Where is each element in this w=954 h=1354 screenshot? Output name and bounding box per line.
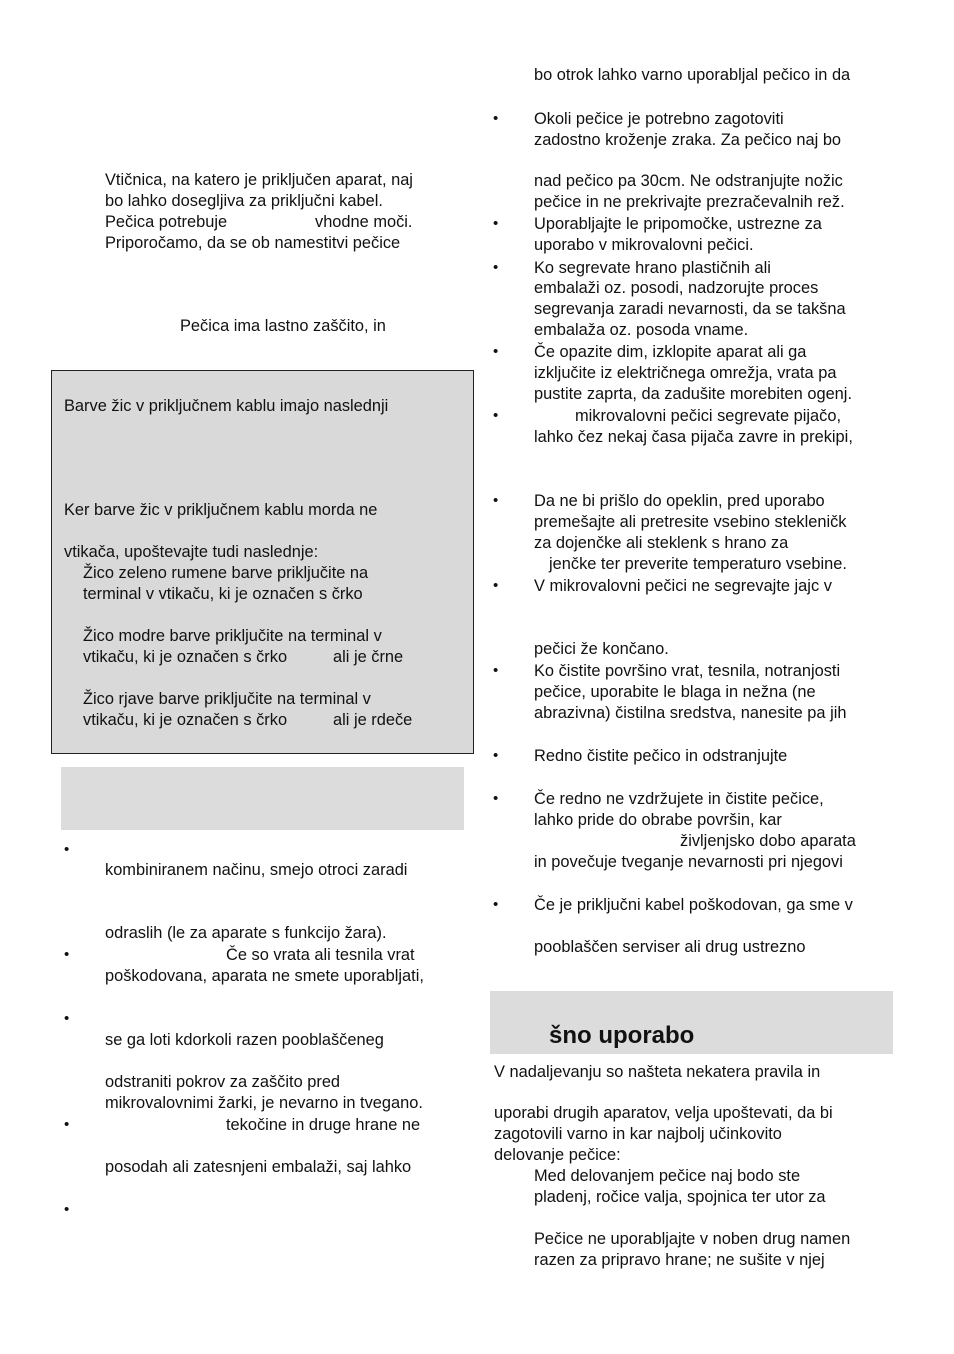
bullet: • (64, 946, 70, 963)
bullet: • (64, 1116, 70, 1133)
text-line: izključite iz električnega omrežja, vrata pa (534, 364, 837, 382)
bullet: • (493, 407, 499, 424)
box-text: Ker barve žic v priključnem kablu morda ne (64, 501, 378, 519)
text-line: Med delovanjem pečice naj bodo ste (534, 1167, 801, 1185)
text-line: jenčke ter preverite temperaturo vsebine. (549, 555, 847, 573)
text-line: lahko pride do obrabe površin, kar (534, 811, 782, 829)
text-line: uporabi drugih aparatov, velja upoštevati, da bi (494, 1104, 833, 1122)
text-line: Vtičnica, na katero je priključen aparat, naj (105, 171, 413, 189)
text-line: Ko čistite površino vrat, tesnila, notranjosti (534, 662, 841, 680)
section-heading: šno uporabo (549, 1022, 695, 1049)
bullet: • (493, 790, 499, 807)
text-line: Če redno ne vzdržujete in čistite pečice, (534, 790, 824, 808)
text-line: Redno čistite pečico in odstranjujte (534, 747, 788, 765)
text-line: pečice, uporabite le blaga in nežna (ne (534, 683, 816, 701)
text-line: mikrovalovni pečici segrevate pijačo, (575, 407, 842, 425)
text-line: se ga loti kdorkoli razen pooblaščeneg (105, 1031, 384, 1049)
text-line: Pečice ne uporabljajte v noben drug namen (534, 1230, 851, 1248)
text-line: tekočine in druge hrane ne (226, 1116, 421, 1134)
text-line: in povečuje tveganje nevarnosti pri njegovi (534, 853, 843, 871)
bullet: • (493, 577, 499, 594)
text-line: Okoli pečice je potrebno zagotoviti (534, 110, 784, 128)
bullet: • (493, 492, 499, 509)
text-line: bo lahko dosegljiva za priključni kabel. (105, 192, 383, 210)
text-line: Če je priključni kabel poškodovan, ga sme v (534, 896, 853, 914)
box-text: ali je rdeče (333, 711, 413, 729)
box-text: Žico zeleno rumene barve priključite na (83, 564, 369, 582)
bullet: • (493, 215, 499, 232)
text-line: lahko čez nekaj časa pijača zavre in prekipi, (534, 428, 853, 446)
bullet: • (493, 343, 499, 360)
text-line: kombiniranem načinu, smejo otroci zaradi (105, 861, 408, 879)
box-text: Barve žic v priključnem kablu imajo naslednji (64, 397, 389, 415)
box-text: vtikača, upoštevajte tudi naslednje: (64, 543, 319, 561)
box-text: Žico modre barve priključite na terminal v (83, 627, 382, 645)
bullet: • (493, 259, 499, 276)
text-line: V mikrovalovni pečici ne segrevajte jajc v (534, 577, 832, 595)
bullet: • (493, 110, 499, 127)
box-text: terminal v vtikaču, ki je označen s črko (83, 585, 363, 603)
text-line: zadostno kroženje zraka. Za pečico naj bo (534, 131, 842, 149)
text-line: abrazivna) čistilna sredstva, nanesite pa jih (534, 704, 847, 722)
text-line: segrevanja zaradi nevarnosti, da se takšna (534, 300, 846, 318)
bullet: • (64, 1201, 70, 1218)
text-line: za dojenčke ali steklenk s hrano za (534, 534, 789, 552)
text-line: razen za pripravo hrane; ne sušite v njej (534, 1251, 825, 1269)
text-line: poškodovana, aparata ne smete uporabljati, (105, 967, 424, 985)
text-line: uporabo v mikrovalovni pečici. (534, 236, 754, 254)
text-line: mikrovalovnimi žarki, je nevarno in tvegano. (105, 1094, 423, 1112)
text-line: Če so vrata ali tesnila vrat (226, 946, 415, 964)
box-text: ali je črne (333, 648, 404, 666)
text-line: Ko segrevate hrano plastičnih ali (534, 259, 771, 277)
text-line: pečice in ne prekrivajte prezračevalnih rež. (534, 193, 845, 211)
section-heading-band (61, 767, 464, 830)
text-line: pooblaščen serviser ali drug ustrezno (534, 938, 806, 956)
text-line: premešajte ali pretresite vsebino stekleničk (534, 513, 847, 531)
box-text: vtikaču, ki je označen s črko (83, 711, 288, 729)
text-line: V nadaljevanju so našteta nekatera pravila in (494, 1063, 821, 1081)
text-line: Uporabljajte le pripomočke, ustrezne za (534, 215, 822, 233)
text-line: vhodne moči. (315, 213, 413, 231)
bullet: • (64, 1010, 70, 1027)
text-line: Priporočamo, da se ob namestitvi pečice (105, 234, 401, 252)
text-line: posodah ali zatesnjeni embalaži, saj lahko (105, 1158, 412, 1176)
text-line: Pečica ima lastno zaščito, in (180, 317, 386, 335)
text-line: bo otrok lahko varno uporabljal pečico in da (534, 66, 851, 84)
text-line: nad pečico pa 30cm. Ne odstranjujte nožic (534, 172, 843, 190)
box-text: Žico rjave barve priključite na terminal v (83, 690, 371, 708)
text-line: odstraniti pokrov za zaščito pred (105, 1073, 341, 1091)
text-line: odraslih (le za aparate s funkcijo žara). (105, 924, 387, 942)
text-line: embalaža oz. posoda vname. (534, 321, 749, 339)
text-line: Pečica potrebuje (105, 213, 228, 231)
box-text: vtikaču, ki je označen s črko (83, 648, 288, 666)
text-line: življenjsko dobo aparata (680, 832, 856, 850)
text-line: pustite zaprta, da zadušite morebiten ogenj. (534, 385, 852, 403)
bullet: • (64, 841, 70, 858)
text-line: Da ne bi prišlo do opeklin, pred uporabo (534, 492, 825, 510)
text-line: pečici že končano. (534, 640, 669, 658)
text-line: embalaži oz. posodi, nadzorujte proces (534, 279, 819, 297)
text-line: pladenj, ročice valja, spojnica ter utor za (534, 1188, 826, 1206)
bullet: • (493, 662, 499, 679)
bullet: • (493, 747, 499, 764)
bullet: • (493, 896, 499, 913)
text-line: zagotovili varno in kar najbolj učinkovito (494, 1125, 782, 1143)
text-line: Če opazite dim, izklopite aparat ali ga (534, 343, 807, 361)
text-line: delovanje pečice: (494, 1146, 621, 1164)
